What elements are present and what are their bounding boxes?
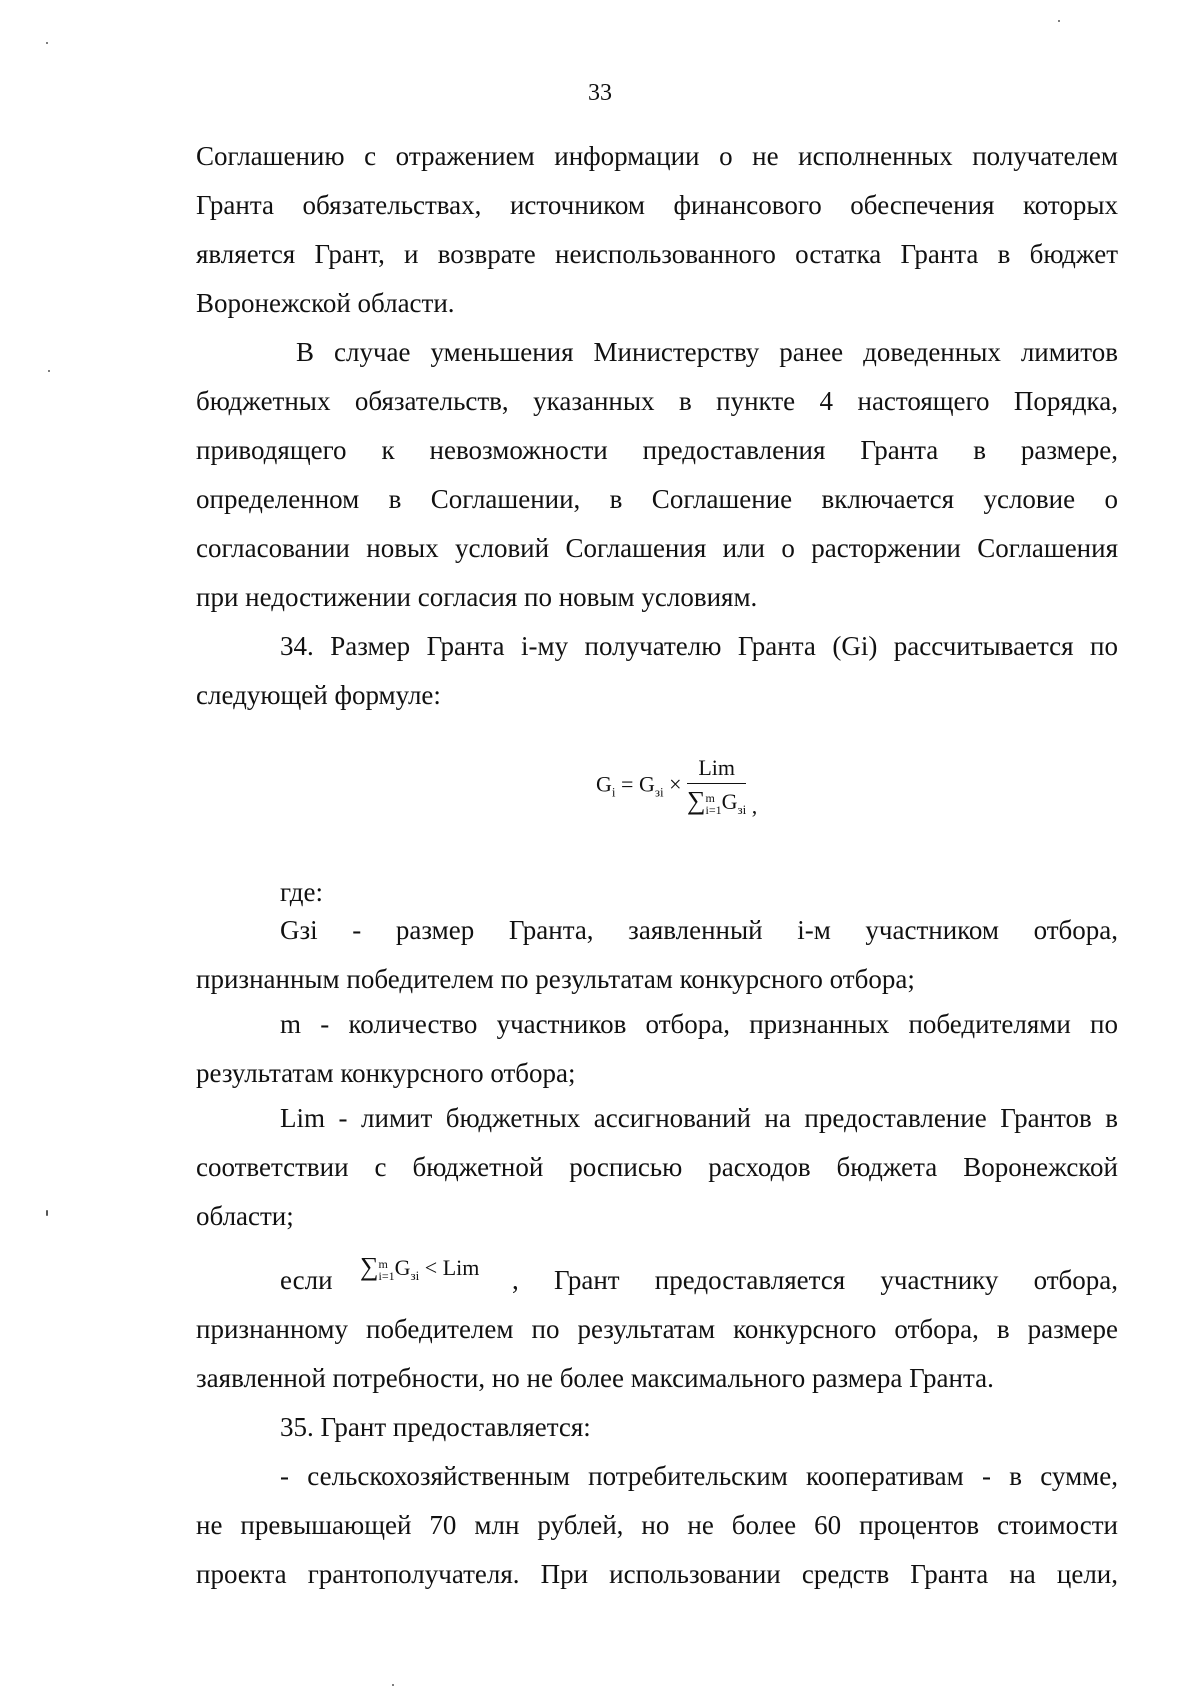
paragraph-35 xyxy=(196,1403,1118,1452)
text-line: является Грант, и возврате неиспользованного остатка Гранта в бюджет xyxy=(196,239,1118,269)
text-line: согласовании новых условий Соглашения или о расторжении Соглашения xyxy=(196,533,1118,563)
paragraph-continuation xyxy=(196,132,1118,328)
formula-lhs: G xyxy=(596,771,612,797)
formula-lhs-sub: i xyxy=(611,784,616,800)
paragraph-34 xyxy=(196,622,1118,720)
definition-gzi xyxy=(196,906,1118,1004)
text-line: не превышающей 70 млн рублей, но не более 60 процентов стоимости xyxy=(196,1510,1118,1540)
paragraph-cooperatives xyxy=(196,1452,1118,1599)
formula-denominator xyxy=(687,784,746,818)
sigma-symbol: ∑ xyxy=(360,1252,379,1281)
text-line: Lim - лимит бюджетных ассигнований на предоставление Грантов в xyxy=(280,1103,1118,1133)
if-condition-continuation xyxy=(196,1305,1118,1403)
text-line: 35. Грант предоставляется: xyxy=(280,1412,591,1442)
sigma-sub: i=1 xyxy=(705,802,722,817)
text-line: если xyxy=(280,1265,333,1295)
sigma-sub: i=1 xyxy=(378,1268,395,1283)
sigma-sup: m xyxy=(705,790,715,805)
text-line: области; xyxy=(196,1201,294,1231)
scan-speck xyxy=(46,42,48,44)
text-line: следующей формуле: xyxy=(196,680,441,710)
text-line: бюджетных обязательств, указанных в пункте 4 настоящего Порядка, xyxy=(196,386,1118,416)
definition-lim xyxy=(196,1094,1118,1241)
text-line: проекта грантополучателя. При использовании средств Гранта на цели, xyxy=(196,1559,1118,1589)
formula-g: G xyxy=(638,771,655,797)
paragraph-limits-reduction xyxy=(196,328,1118,622)
page-number: 33 xyxy=(588,80,612,106)
text-line: 34. Размер Гранта i-му получателю Гранта (Gi) рассчитывается по xyxy=(280,631,1118,661)
sigma-sup: m xyxy=(378,1256,388,1271)
text-line: m - количество участников отбора, признанных победителями по xyxy=(280,1009,1118,1039)
formula-eq: = xyxy=(621,771,634,797)
grant-formula xyxy=(596,755,757,820)
scan-speck xyxy=(1058,20,1060,22)
formula-times: × xyxy=(669,771,682,797)
text-line: , Грант предоставляется участнику отбора, xyxy=(512,1265,1118,1295)
text-line: Воронежской области. xyxy=(196,288,455,318)
formula-trail: , xyxy=(751,793,758,819)
inline-lt: < xyxy=(424,1255,438,1280)
text-line: Гранта обязательствах, источником финансового обеспечения которых xyxy=(196,190,1118,220)
sigma-symbol: ∑ xyxy=(687,786,706,815)
text-line: заявленной потребности, но не более максимального размера Гранта. xyxy=(196,1363,994,1393)
text-line: признанным победителем по результатам конкурсного отбора; xyxy=(196,964,915,994)
inline-g-sub: зi xyxy=(410,1268,420,1283)
inline-g: G xyxy=(394,1255,411,1280)
scan-speck xyxy=(48,370,50,372)
text-line: при недостижении согласия по новым условиям. xyxy=(196,582,758,612)
text-line: определенном в Соглашении, в Соглашение включается условие о xyxy=(196,484,1118,514)
inline-condition-formula xyxy=(360,1252,479,1284)
text-line: признанному победителем по результатам конкурсного отбора, в размере xyxy=(196,1314,1118,1344)
formula-den-g-sub: зi xyxy=(737,802,747,817)
text-line: соответствии с бюджетной росписью расходов бюджета Воронежской xyxy=(196,1152,1118,1182)
text-line: - сельскохозяйственным потребительским кооперативам - в сумме, xyxy=(280,1461,1118,1491)
formula-g-sub: зi xyxy=(654,784,664,800)
scan-speck xyxy=(392,1684,394,1686)
scan-speck xyxy=(46,1210,48,1216)
text-line: результатам конкурсного отбора; xyxy=(196,1058,576,1088)
definition-m xyxy=(196,1000,1118,1098)
text-line: приводящего к невозможности предоставления Гранта в размере, xyxy=(196,435,1118,465)
text-line: Соглашению с отражением информации о не исполненных получателем xyxy=(196,141,1118,171)
inline-lim: Lim xyxy=(442,1255,480,1280)
text-line: Gзi - размер Гранта, заявленный i-м участником отбора, xyxy=(280,915,1118,945)
if-condition-first-line xyxy=(512,1256,1118,1305)
text-line: где: xyxy=(280,877,323,907)
formula-den-g: G xyxy=(721,789,738,814)
formula-fraction xyxy=(687,755,746,818)
formula-numerator: Lim xyxy=(687,755,746,784)
text-line: В случае уменьшения Министерству ранее доведенных лимитов xyxy=(296,337,1118,367)
